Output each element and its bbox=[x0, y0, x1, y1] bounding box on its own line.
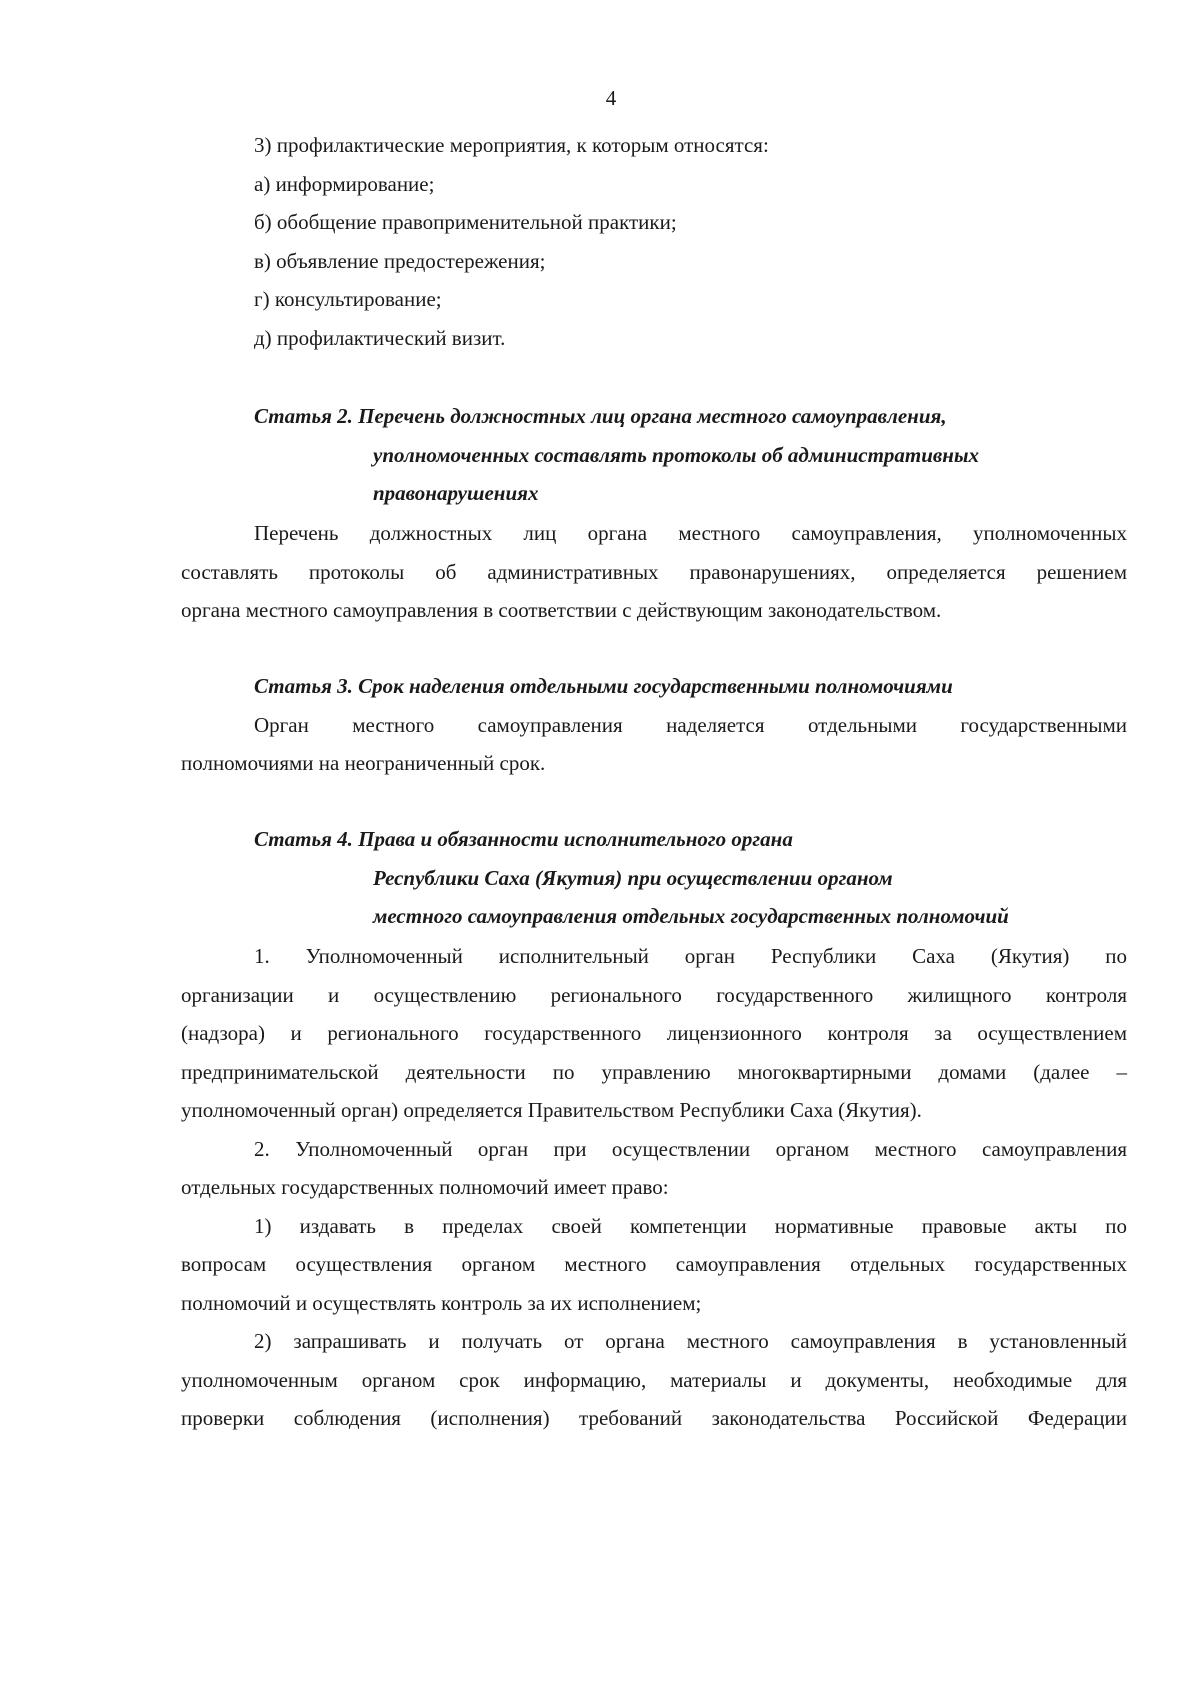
article4-p1-line: 1. Уполномоченный исполнительный орган Республики Саха (Якутия) по bbox=[254, 944, 1127, 968]
article4-heading: Статья 4. Права и обязанности исполнительного органа bbox=[254, 827, 793, 851]
list-item: в) объявление предостережения; bbox=[254, 249, 546, 273]
article2-text-line: органа местного самоуправления в соответствии с действующим законодательством. bbox=[181, 598, 942, 622]
article4-heading: Республики Саха (Якутия) при осуществлении органом bbox=[373, 866, 893, 890]
article4-p4-line: уполномоченным органом срок информацию, материалы и документы, необходимые для bbox=[181, 1368, 1127, 1392]
article4-p1-line: уполномоченный орган) определяется Правительством Республики Саха (Якутия). bbox=[181, 1098, 922, 1122]
article2-heading: уполномоченных составлять протоколы об административных bbox=[373, 443, 980, 467]
list-item: г) консультирование; bbox=[254, 287, 442, 311]
article2-heading: Статья 2. Перечень должностных лиц органа местного самоуправления, bbox=[254, 404, 947, 428]
article4-p4-line: 2) запрашивать и получать от органа местного самоуправления в установленный bbox=[254, 1329, 1127, 1353]
article4-p1-line: предпринимательской деятельности по управлению многоквартирными домами (далее – bbox=[181, 1060, 1127, 1084]
list-item: а) информирование; bbox=[254, 172, 435, 196]
article4-heading: местного самоуправления отдельных государственных полномочий bbox=[373, 904, 1009, 928]
article4-p3-line: вопросам осуществления органом местного самоуправления отдельных государственных bbox=[181, 1252, 1127, 1276]
article4-p1-line: (надзора) и регионального государственного лицензионного контроля за осуществлением bbox=[181, 1021, 1127, 1045]
list-item: б) обобщение правоприменительной практики; bbox=[254, 210, 677, 234]
article4-p3-line: 1) издавать в пределах своей компетенции нормативные правовые акты по bbox=[254, 1214, 1127, 1238]
article2-text-line: Перечень должностных лиц органа местного самоуправления, уполномоченных bbox=[254, 521, 1127, 545]
list-item: 3) профилактические мероприятия, к которым относятся: bbox=[254, 133, 769, 157]
article3-text-line: полномочиями на неограниченный срок. bbox=[181, 751, 546, 775]
article2-heading: правонарушениях bbox=[373, 481, 539, 505]
article4-p4-line: проверки соблюдения (исполнения) требований законодательства Российской Федерации bbox=[181, 1406, 1127, 1430]
list-item: д) профилактический визит. bbox=[254, 326, 506, 350]
page-number: 4 bbox=[605, 86, 617, 110]
article4-p2-line: 2. Уполномоченный орган при осуществлении органом местного самоуправления bbox=[254, 1137, 1127, 1161]
article3-text-line: Орган местного самоуправления наделяется отдельными государственными bbox=[254, 713, 1127, 737]
article2-text-line: составлять протоколы об административных правонарушениях, определяется решением bbox=[181, 560, 1127, 584]
article3-heading: Статья 3. Срок наделения отдельными государственными полномочиями bbox=[254, 674, 953, 698]
article4-p3-line: полномочий и осуществлять контроль за их исполнением; bbox=[181, 1291, 702, 1315]
article4-p1-line: организации и осуществлению регионального государственного жилищного контроля bbox=[181, 983, 1127, 1007]
article4-p2-line: отдельных государственных полномочий имеет право: bbox=[181, 1175, 669, 1199]
